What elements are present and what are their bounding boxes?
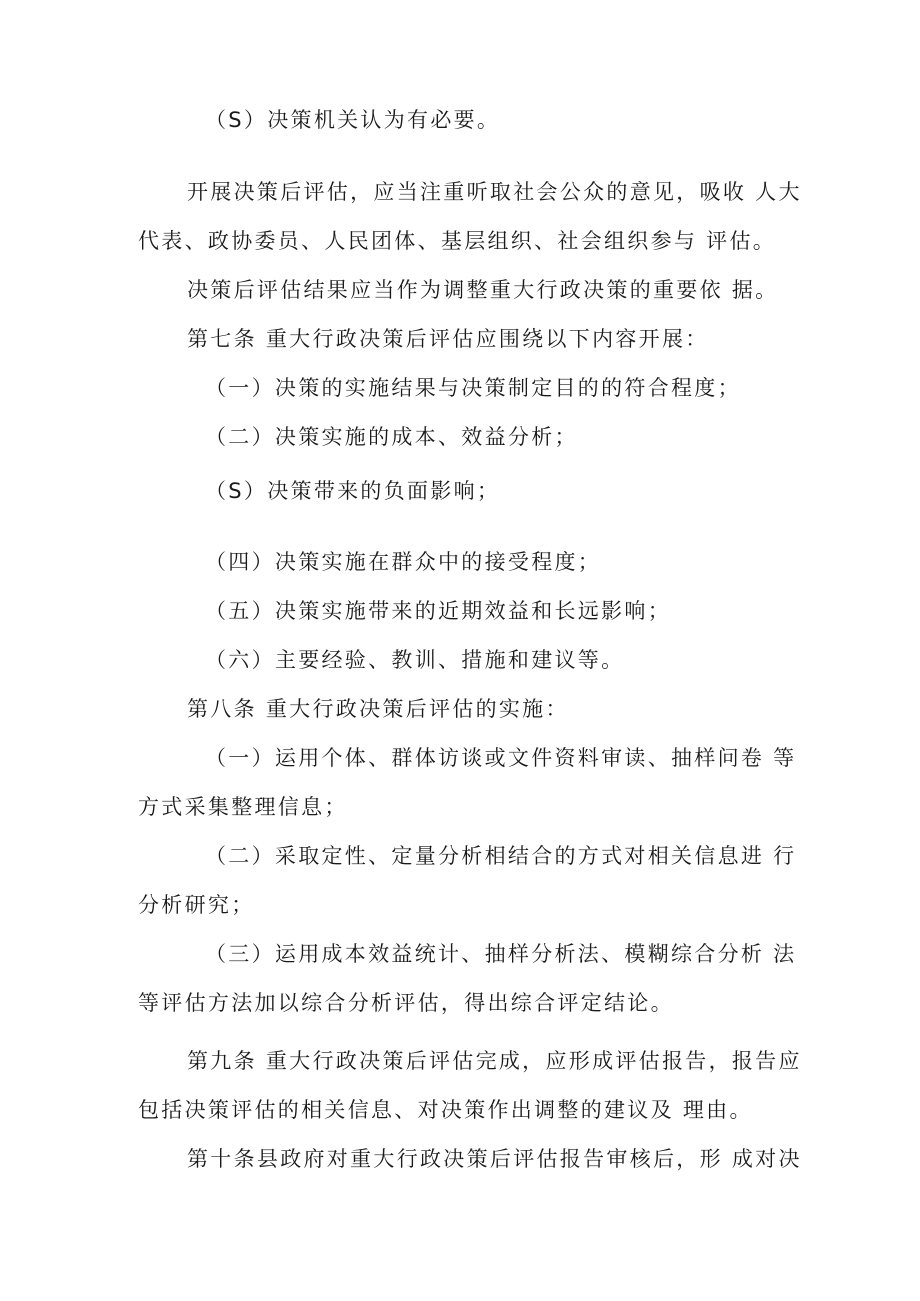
text-line: 代表、政协委员、人民团体、基层组织、社会组织参与 评估。 [138,229,777,253]
text-line: 包括决策评估的相关信息、对决策作出调整的建议及 理由。 [138,1098,753,1122]
text-line: 第八条 重大行政决策后评估的实施： [187,697,569,721]
text-line: （四）决策实施在群众中的接受程度； [205,550,602,574]
text-line: （三）运用成本效益统计、抽样分析法、模糊综合分析 法 [205,942,797,966]
text-line: （六）主要经验、教训、措施和建议等。 [205,648,625,672]
text-line: 第九条 重大行政决策后评估完成，应形成评估报告，报告应 [187,1049,802,1073]
text-line: （五）决策实施带来的近期效益和长远影响； [205,599,671,623]
text-line: （一）运用个体、群体访谈或文件资料审读、抽样问卷 等 [205,746,797,770]
text-line: （二）采取定性、定量分析相结合的方式对相关信息进 行 [205,844,797,868]
text-line: （二）决策实施的成本、效益分析； [205,425,578,449]
text-line: 方式采集整理信息； [138,795,348,819]
text-line: 开展决策后评估，应当注重听取社会公众的意见，吸收 人大 [187,180,802,204]
text-line: 第十条县政府对重大行政决策后评估报告审核后，形 成对决 [187,1147,802,1171]
text-line: 分析研究； [138,893,255,917]
text-line: 等评估方法加以综合分析评估，得出综合评定结论。 [138,991,674,1015]
text-line: （一）决策的实施结果与决策制定目的的符合程度； [205,376,741,400]
text-line: （S）决策带来的负面影响； [205,479,501,503]
text-line: 第七条 重大行政决策后评估应围绕以下内容开展： [187,327,709,351]
text-line: 决策后评估结果应当作为调整重大行政决策的重要依 据。 [187,278,779,302]
text-line: （S）决策机关认为有必要。 [205,108,501,132]
